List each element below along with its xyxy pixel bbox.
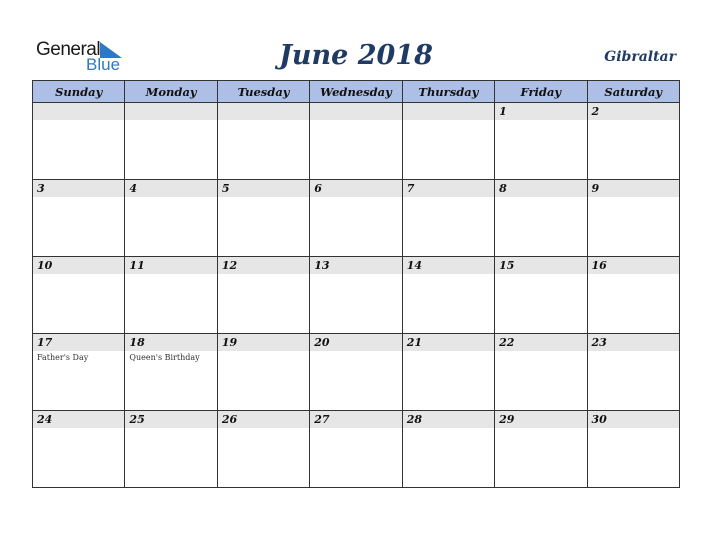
day-number-band xyxy=(588,180,679,197)
day-cell xyxy=(33,411,125,488)
day-number: 4 xyxy=(129,182,138,195)
day-cell xyxy=(310,180,402,257)
day-number: 6 xyxy=(314,182,322,195)
day-number-band xyxy=(33,103,124,120)
day-number: 18 xyxy=(129,336,145,349)
day-number-band xyxy=(403,257,494,274)
day-cell xyxy=(310,103,402,180)
weekday-header: Thursday xyxy=(402,81,494,103)
day-number: 29 xyxy=(499,413,515,426)
day-cell xyxy=(125,103,217,180)
day-number: 11 xyxy=(129,259,145,272)
day-number: 28 xyxy=(406,413,422,426)
day-cell xyxy=(495,411,587,488)
day-number: 16 xyxy=(591,259,607,272)
day-cell xyxy=(125,334,217,411)
day-cell xyxy=(217,334,309,411)
day-number-band xyxy=(125,257,216,274)
calendar-grid xyxy=(32,80,680,488)
day-cell xyxy=(587,334,679,411)
day-cell xyxy=(217,257,309,334)
day-number: 19 xyxy=(221,336,238,349)
calendar-title: June 2018 xyxy=(279,40,433,71)
day-number-band xyxy=(588,411,679,428)
day-number-band xyxy=(310,334,401,351)
day-cell xyxy=(217,180,309,257)
day-number-band xyxy=(403,103,494,120)
day-cell xyxy=(402,180,494,257)
day-cell xyxy=(587,103,679,180)
day-cell xyxy=(402,257,494,334)
day-number-band xyxy=(33,180,124,197)
weekday-header: Tuesday xyxy=(217,81,309,103)
day-number: 9 xyxy=(591,182,600,195)
day-cell xyxy=(310,411,402,488)
day-number-band xyxy=(403,180,494,197)
day-cell xyxy=(587,180,679,257)
day-number: 25 xyxy=(129,413,145,426)
day-cell xyxy=(125,257,217,334)
day-number-band xyxy=(495,334,586,351)
day-number-band xyxy=(125,334,216,351)
day-cell xyxy=(495,257,587,334)
weekday-header-row xyxy=(33,81,680,103)
day-number-band xyxy=(310,411,401,428)
day-number-band xyxy=(495,103,586,120)
day-number-band xyxy=(310,103,401,120)
day-number: 8 xyxy=(499,182,507,195)
day-cell xyxy=(495,180,587,257)
day-number: 12 xyxy=(221,259,238,272)
day-number: 23 xyxy=(591,336,607,349)
holiday-label: Father's Day xyxy=(37,353,89,362)
day-number-band xyxy=(218,257,309,274)
day-number-band xyxy=(310,257,401,274)
day-number: 26 xyxy=(221,413,238,426)
day-number-band xyxy=(403,334,494,351)
day-number: 24 xyxy=(37,413,53,426)
day-cell xyxy=(33,180,125,257)
day-number-band xyxy=(588,257,679,274)
day-cell xyxy=(125,180,217,257)
day-number-band xyxy=(218,180,309,197)
day-number: 22 xyxy=(499,336,515,349)
day-number: 13 xyxy=(314,259,330,272)
day-number-band xyxy=(125,180,216,197)
weekday-header: Wednesday xyxy=(310,81,402,103)
day-number: 7 xyxy=(406,182,415,195)
day-cell xyxy=(402,334,494,411)
day-cell xyxy=(310,257,402,334)
day-cell xyxy=(33,257,125,334)
weekday-header: Monday xyxy=(125,81,217,103)
day-number-band xyxy=(125,411,216,428)
day-number-band xyxy=(310,180,401,197)
day-number: 30 xyxy=(591,413,607,426)
week-row xyxy=(33,180,680,257)
day-number: 1 xyxy=(499,105,507,118)
logo-text-general: General xyxy=(36,39,101,60)
week-row xyxy=(33,334,680,411)
day-cell xyxy=(217,411,309,488)
day-cell xyxy=(33,103,125,180)
day-cell xyxy=(495,334,587,411)
week-row xyxy=(33,103,680,180)
day-cell xyxy=(587,411,679,488)
day-number-band xyxy=(33,334,124,351)
day-number: 3 xyxy=(37,182,45,195)
day-cell xyxy=(587,257,679,334)
holiday-label: Queen's Birthday xyxy=(129,353,200,362)
day-cell xyxy=(310,334,402,411)
day-number-band xyxy=(403,411,494,428)
day-number-band xyxy=(218,103,309,120)
weekday-header: Friday xyxy=(495,81,587,103)
day-cell xyxy=(125,411,217,488)
day-cell xyxy=(402,103,494,180)
week-row xyxy=(33,257,680,334)
day-number-band xyxy=(588,334,679,351)
day-number: 10 xyxy=(37,259,53,272)
day-number: 2 xyxy=(591,105,600,118)
day-number: 5 xyxy=(221,182,230,195)
day-number-band xyxy=(33,411,124,428)
logo-text-blue: Blue xyxy=(86,55,121,74)
weekday-header: Sunday xyxy=(33,81,125,103)
day-cell xyxy=(495,103,587,180)
day-number: 20 xyxy=(314,336,330,349)
day-number: 21 xyxy=(406,336,422,349)
day-number-band xyxy=(218,334,309,351)
day-number: 17 xyxy=(37,336,53,349)
day-number-band xyxy=(125,103,216,120)
day-number-band xyxy=(495,180,586,197)
day-cell xyxy=(402,411,494,488)
day-number-band xyxy=(588,103,679,120)
day-number-band xyxy=(218,411,309,428)
day-cell xyxy=(33,334,125,411)
day-number-band xyxy=(495,257,586,274)
weekday-header: Saturday xyxy=(587,81,679,103)
week-row xyxy=(33,411,680,488)
day-number: 27 xyxy=(314,413,330,426)
day-number: 14 xyxy=(406,259,422,272)
day-number-band xyxy=(33,257,124,274)
day-number-band xyxy=(495,411,586,428)
day-cell xyxy=(217,103,309,180)
day-number: 15 xyxy=(499,259,515,272)
region-label: Gibraltar xyxy=(604,49,676,65)
